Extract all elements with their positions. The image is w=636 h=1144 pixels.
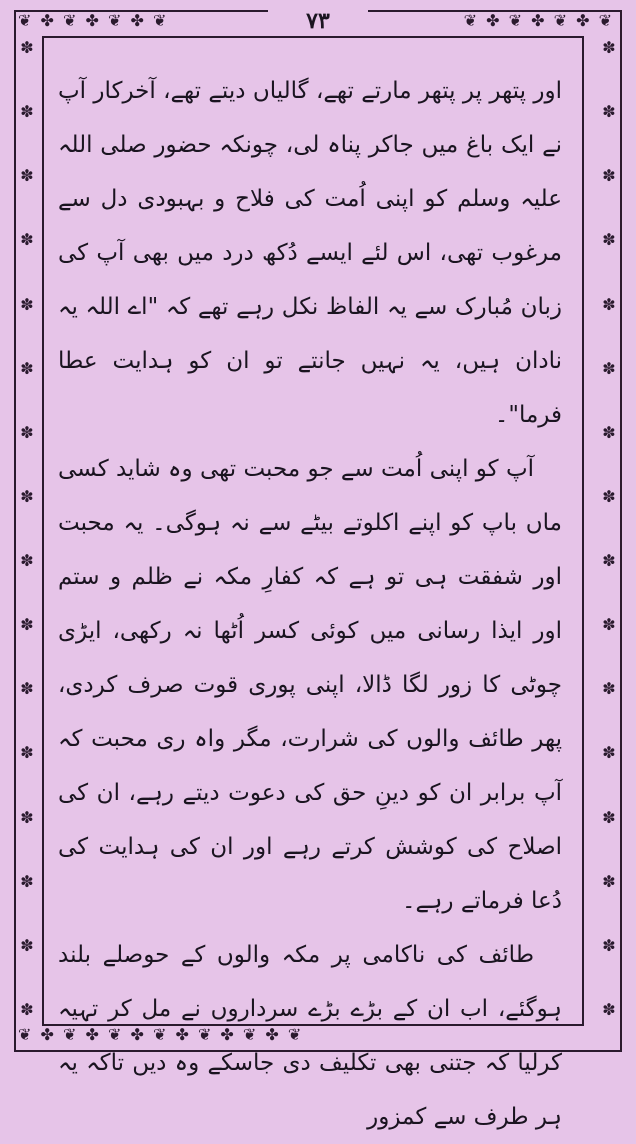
top-ornament-left: ❦ ✤ ❦ ✤ ❦ ✤ ❦ [18,11,169,30]
flower-ornament-icon: ✽ [20,743,34,763]
flower-ornament-icon: ✽ [602,551,616,570]
flower-ornament-icon: ✽ [20,807,34,827]
flower-ornament-icon: ✽ [20,486,34,506]
flower-ornament-icon: ✽ [602,358,616,378]
bottom-ornament: ❦ ✤ ❦ ✤ ❦ ✤ ❦ ✤ ❦ ✤ ❦ ✤ ❦ [18,1025,304,1044]
flower-ornament-icon: ✽ [20,166,34,186]
page-number: ۷۳ [268,8,368,34]
flower-ornament-icon: ✽ [602,230,616,250]
paragraph-2: آپ کو اپنی اُمت سے جو محبت تھی وہ شاید کسی ماں باپ کو اپنے اکلوتے بیٹے سے نہ ہوگی۔ یہ محبت اور شفقت ہی تو ہے کہ کفارِ مکہ نے ظلم و ستم اور ایذا رسانی میں کوئی کسر اُٹھا نہ رکھی، ایڑی چوٹی کا زور لگا ڈالا، اپنی پوری قوت صرف کردی، پھر طائف والوں کی شرارت، مگر واہ ری محبت کہ آپ برابر ان کو دینِ حق کی دعوت دیتے رہے، ان کی اصلاح کی کوشش کرتے رہے اور ان کی ہدایت کی دُعا فرماتے رہے۔ [58,456,562,914]
flower-ornament-icon: ✽ [20,871,34,891]
flower-ornament-icon: ✽ [20,615,34,635]
flower-ornament-icon: ✽ [20,294,34,314]
flower-ornament-icon: ✽ [602,102,616,122]
flower-ornament-icon: ✽ [602,38,616,57]
flower-ornament-icon: ✽ [602,871,616,891]
right-ornament-band [598,34,620,1024]
flower-ornament-icon: ✽ [20,230,34,250]
flower-ornament-icon: ✽ [602,294,616,314]
flower-ornament-icon: ✽ [20,358,34,378]
flower-ornament-icon: ✽ [602,999,616,1019]
flower-ornament-icon: ✽ [602,679,616,699]
flower-ornament-icon: ✽ [602,807,616,827]
flower-ornament-icon: ✽ [602,422,616,442]
flower-ornament-icon: ✽ [602,935,616,955]
left-ornament-band [16,34,38,1024]
flower-ornament-icon: ✽ [20,935,34,955]
flower-ornament-icon: ✽ [602,166,616,186]
top-ornament-right: ❦ ✤ ❦ ✤ ❦ ✤ ❦ [463,11,614,30]
flower-ornament-icon: ✽ [20,551,34,570]
flower-ornament-icon: ✽ [602,486,616,506]
body-text [58,64,562,1144]
paragraph-1: اور پتھر پر پتھر مارتے تھے، گالیاں دیتے تھے، آخرکار آپ نے ایک باغ میں جاکر پناہ لی، چونکہ حضور صلی اللہ علیہ وسلم کو اپنی اُمت کی فلاح و بہبودی دل سے مرغوب تھی، اس لئے ایسے دُکھ درد میں بھی آپ کی زبان مُبارک سے یہ الفاظ نکل رہے تھے کہ "اے اللہ یہ نادان ہیں، یہ نہیں جانتے تو ان کو ہدایت عطا فرما"۔ [58,78,562,428]
flower-ornament-icon: ✽ [20,102,34,122]
flower-ornament-icon: ✽ [602,615,616,635]
flower-ornament-icon: ✽ [20,679,34,699]
paragraph-3: طائف کی ناکامی پر مکہ والوں کے حوصلے بلند ہوگئے، اب ان کے بڑے بڑے سرداروں نے مل کر تہیہ کرلیا کہ جتنی بھی تکلیف دی جاسکے وہ دیں تاکہ یہ ہر طرف سے کمزور [58,942,562,1130]
flower-ornament-icon: ✽ [602,743,616,763]
flower-ornament-icon: ✽ [20,422,34,442]
flower-ornament-icon: ✽ [20,999,34,1019]
flower-ornament-icon: ✽ [20,38,34,57]
